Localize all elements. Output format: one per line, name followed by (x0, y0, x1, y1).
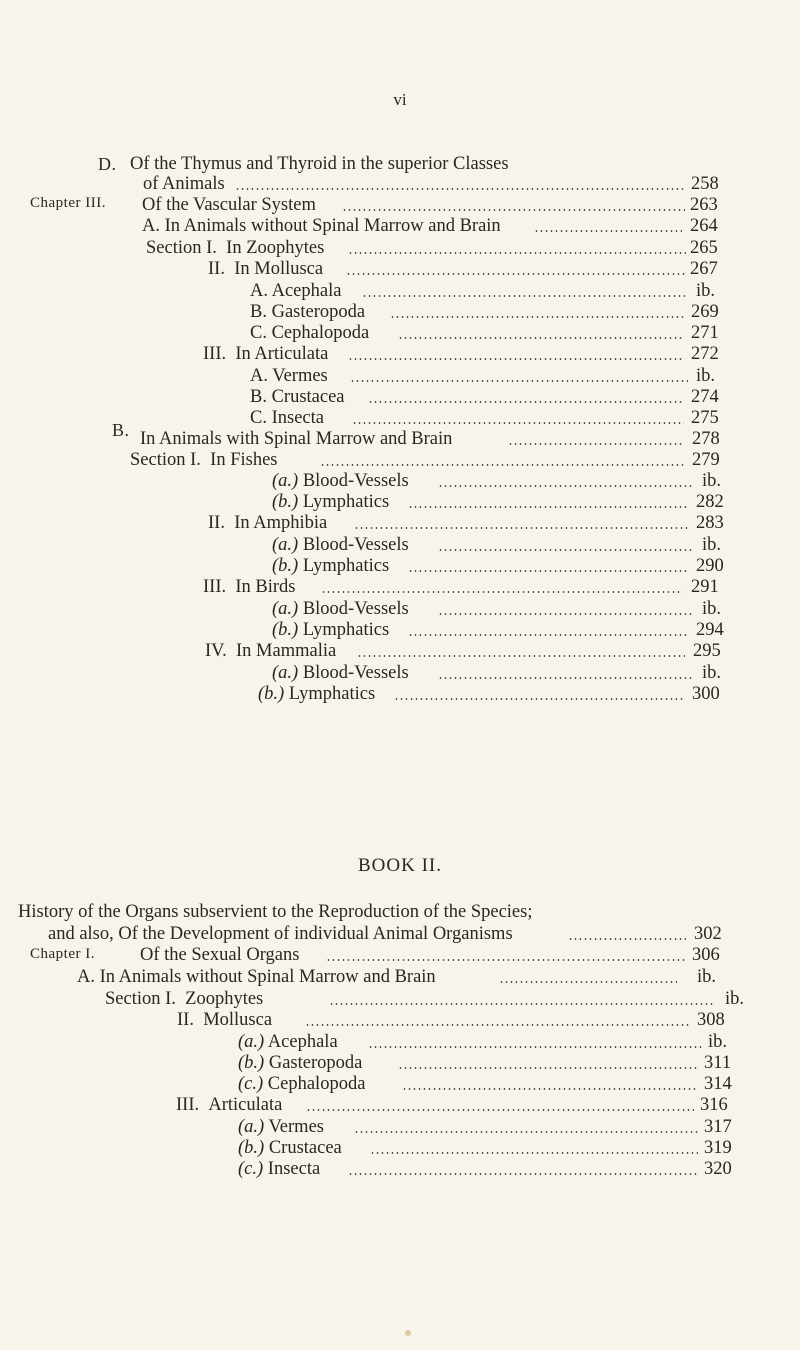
page-ref: 275 (691, 408, 719, 428)
chapter-label: Chapter III. (30, 195, 106, 211)
leader-dots (368, 401, 684, 403)
toc-entry-label: Mollusca (203, 1010, 273, 1030)
toc-entry-label: In Mollusca (234, 259, 324, 279)
book-heading: BOOK II. (358, 855, 442, 876)
page-number: vi (393, 90, 407, 109)
page-ref: 316 (700, 1095, 728, 1115)
entry-marker: (a.) (238, 1117, 265, 1137)
leader-dots (354, 527, 688, 529)
page-ref: ib. (702, 471, 722, 491)
page-ref: 278 (692, 429, 720, 449)
entry-marker: (c.) (238, 1074, 264, 1094)
toc-entry-label: Blood-Vessels (302, 535, 409, 555)
leader-dots (568, 938, 686, 940)
toc-entry-label: Acephala (267, 1032, 338, 1052)
toc-entry-label: Articulata (208, 1095, 283, 1115)
section-label: Section I. (105, 989, 176, 1009)
toc-entry-label: In Zoophytes (226, 238, 325, 258)
section-label: II. (208, 259, 225, 279)
leader-dots (306, 1109, 694, 1111)
toc-entry-label: Of the Thymus and Thyroid in the superior Classes (130, 154, 509, 174)
leader-dots (329, 1003, 713, 1005)
toc-entry-label: Blood-Vessels (302, 663, 409, 683)
toc-entry-label: In Animals without Spinal Marrow and Brain (99, 967, 436, 987)
page-ref: 314 (704, 1074, 732, 1094)
entry-marker: (b.) (272, 556, 299, 576)
toc-entry-label: In Mammalia (236, 641, 337, 661)
page-ref: 300 (692, 684, 720, 704)
section-letter-d: D. (98, 154, 117, 174)
page-ref: 274 (691, 387, 719, 407)
leader-dots (398, 1067, 698, 1069)
leader-dots (438, 613, 694, 615)
page-ref: ib. (725, 989, 745, 1009)
leader-dots (350, 380, 688, 382)
leader-dots (346, 273, 686, 275)
leader-dots (394, 698, 684, 700)
section-label: II. (177, 1010, 194, 1030)
page-ref: 282 (696, 492, 724, 512)
page-ref: 283 (696, 513, 724, 533)
toc-entry-label: In Animals with Spinal Marrow and Brain (140, 429, 453, 449)
entry-marker: (b.) (272, 492, 299, 512)
page-ref: 264 (690, 216, 718, 236)
entry-marker: (a.) (272, 471, 299, 491)
leader-dots (342, 209, 685, 211)
toc-entry-label: Insecta (267, 1159, 321, 1179)
entry-marker: (a.) (238, 1032, 265, 1052)
leader-dots (438, 549, 694, 551)
page-ref: 271 (691, 323, 719, 343)
leader-dots (348, 358, 684, 360)
page-ref: 258 (691, 174, 719, 194)
entry-marker: (a.) (272, 599, 299, 619)
toc-entry-label: A. Acephala (250, 281, 342, 301)
page-ref: ib. (696, 281, 716, 301)
toc-entry-label: C. Cephalopoda (250, 323, 370, 343)
toc-entry-label: In Birds (235, 577, 296, 597)
toc-entry-label: Of the Sexual Organs (140, 945, 300, 965)
page-ref: 291 (691, 577, 719, 597)
entry-marker: (c.) (238, 1159, 264, 1179)
toc-entry-label: Lymphatics (302, 492, 390, 512)
leader-dots (408, 634, 688, 636)
leader-dots (402, 1088, 698, 1090)
leader-dots (362, 295, 688, 297)
section-label: III. (203, 344, 227, 364)
page-ref: 319 (704, 1138, 732, 1158)
leader-dots (534, 230, 682, 232)
page-ref: 320 (704, 1159, 732, 1179)
page-ref: 279 (692, 450, 720, 470)
page-ref: ib. (708, 1032, 728, 1052)
toc-entry-label: In Fishes (210, 450, 278, 470)
leader-dots (508, 443, 684, 445)
page-ref: 272 (691, 344, 719, 364)
page-ref: 317 (704, 1117, 732, 1137)
leader-dots (235, 188, 685, 190)
leader-dots (305, 1024, 691, 1026)
leader-dots (499, 981, 677, 983)
toc-entry-label: In Articulata (235, 344, 329, 364)
page-ref: 308 (697, 1010, 725, 1030)
page-ref: 294 (696, 620, 724, 640)
leader-dots (326, 959, 686, 961)
page-ref: 265 (690, 238, 718, 258)
leader-dots (398, 337, 684, 339)
leader-dots (438, 677, 694, 679)
toc-entry-label: B. Gasteropoda (250, 302, 366, 322)
toc-entry-label: Vermes (268, 1117, 324, 1137)
toc-entry-label: Crustacea (268, 1138, 342, 1158)
page-ref: ib. (702, 535, 722, 555)
section-label: III. (176, 1095, 200, 1115)
paper-mark (405, 1330, 411, 1336)
toc-entry-label: Lymphatics (302, 556, 390, 576)
toc-entry-label: C. Insecta (250, 408, 324, 428)
page-ref: 295 (693, 641, 721, 661)
section-label: II. (208, 513, 225, 533)
page-ref: 302 (694, 924, 722, 944)
toc-entry-label: In Animals without Spinal Marrow and Brain (164, 216, 501, 236)
entry-marker: (b.) (272, 620, 299, 640)
toc-entry-label: Gasteropoda (268, 1053, 363, 1073)
leader-dots (354, 1131, 698, 1133)
toc-entry-label: History of the Organs subservient to the Reproduction of the Species; (18, 902, 533, 922)
leader-dots (438, 485, 694, 487)
page-ref: 267 (690, 259, 718, 279)
leader-dots (320, 464, 686, 466)
leader-dots (352, 422, 684, 424)
entry-marker: (b.) (258, 684, 285, 704)
page-ref: 306 (692, 945, 720, 965)
toc-entry-label: Cephalopoda (267, 1074, 366, 1094)
toc-entry-label: In Amphibia (234, 513, 328, 533)
page-ref: ib. (702, 599, 722, 619)
page-ref: ib. (697, 967, 717, 987)
page-ref: 263 (690, 195, 718, 215)
leader-dots (408, 570, 688, 572)
leader-dots (348, 1173, 698, 1175)
entry-marker: (a.) (272, 663, 299, 683)
section-label: Section I. (146, 238, 217, 258)
page-ref: 269 (691, 302, 719, 322)
toc-entry-label: Blood-Vessels (302, 471, 409, 491)
toc-entry-label: Blood-Vessels (302, 599, 409, 619)
toc-entry-label: of Animals (143, 174, 225, 194)
toc-entry-label: and also, Of the Development of individual Animal Organisms (48, 924, 513, 944)
leader-dots (368, 1046, 702, 1048)
entry-marker: (b.) (238, 1053, 265, 1073)
toc-entry-label: Zoophytes (185, 989, 264, 1009)
toc-entry-label: A. Vermes (250, 366, 328, 386)
entry-marker: A. (142, 216, 160, 236)
page-ref: ib. (696, 366, 716, 386)
entry-marker: A. (77, 967, 95, 987)
leader-dots (357, 655, 685, 657)
toc-entry-label: Of the Vascular System (142, 195, 316, 215)
section-letter-b: B. (112, 420, 130, 440)
leader-dots (408, 506, 688, 508)
leader-dots (348, 252, 686, 254)
leader-dots (390, 316, 684, 318)
section-label: IV. (205, 641, 227, 661)
entry-marker: (b.) (238, 1138, 265, 1158)
page-ref: ib. (702, 663, 722, 683)
entry-marker: (a.) (272, 535, 299, 555)
section-label: Section I. (130, 450, 201, 470)
chapter-label: Chapter I. (30, 946, 95, 962)
leader-dots (370, 1152, 698, 1154)
section-label: III. (203, 577, 227, 597)
leader-dots (321, 591, 683, 593)
toc-entry-label: Lymphatics (288, 684, 376, 704)
toc-entry-label: Lymphatics (302, 620, 390, 640)
toc-entry-label: B. Crustacea (250, 387, 345, 407)
page-ref: 311 (704, 1053, 732, 1073)
page-ref: 290 (696, 556, 724, 576)
